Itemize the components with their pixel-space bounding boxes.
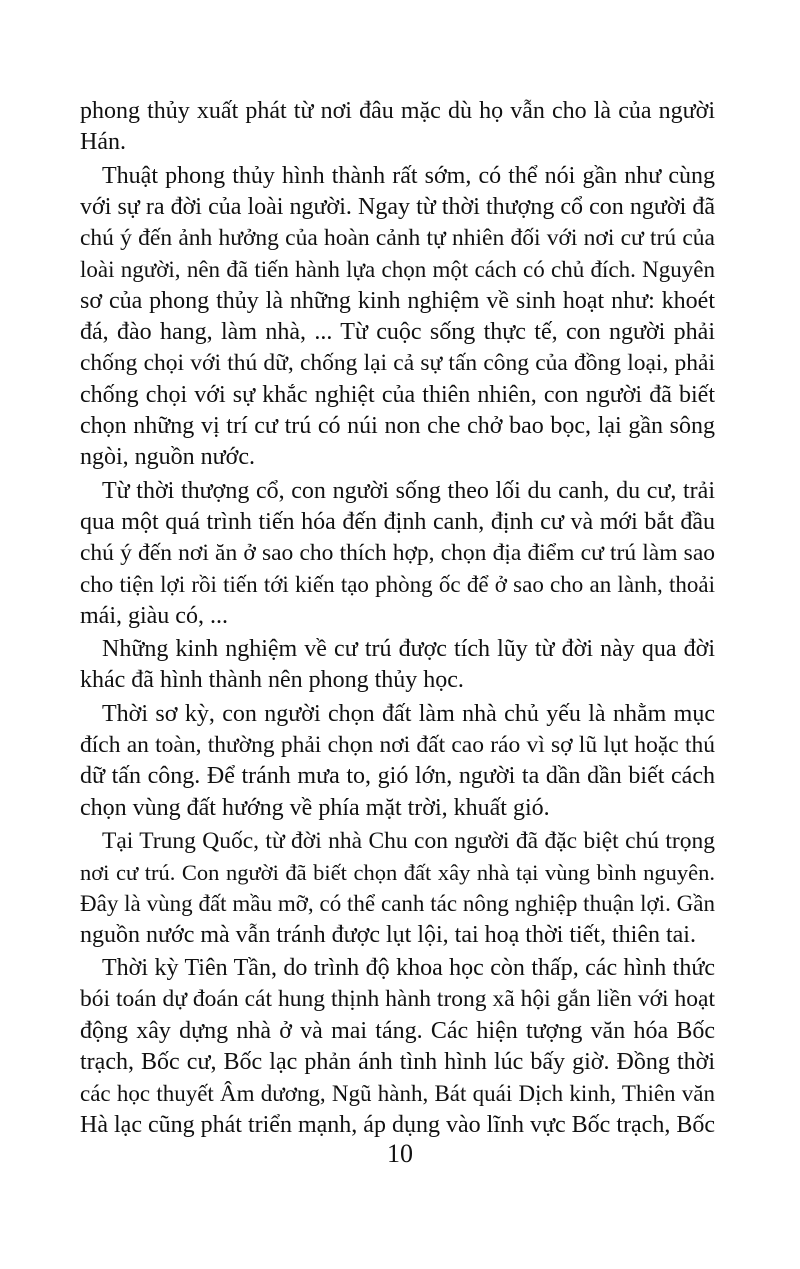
- text-line: các học thuyết Âm dương, Ngũ hành, Bát quái Dịch kinh, Thiên văn: [80, 1081, 715, 1107]
- text-line: chọn vùng đất hướng về phía mặt trời, khuất gió.: [80, 794, 550, 821]
- text-line: mái, giàu có, ...: [80, 602, 228, 629]
- text-line: động xây dựng nhà ở và mai táng. Các hiện tượng văn hóa Bốc: [80, 1017, 715, 1044]
- paragraph: [80, 96, 715, 159]
- text-line: khác đã hình thành nên phong thủy học.: [80, 667, 464, 694]
- text-line: nơi cư trú. Con người đã biết chọn đất xây nhà tại vùng bình nguyên.: [80, 860, 715, 886]
- page-number: 10: [387, 1139, 413, 1168]
- text-line: chống chọi với thú dữ, chống lại cả sự tấn công của đồng loại, phải: [80, 350, 715, 377]
- text-line: sơ của phong thủy là những kinh nghiệm về sinh hoạt như: khoét: [80, 287, 715, 314]
- paragraph: [80, 699, 715, 824]
- text-line: cho tiện lợi rồi tiến tới kiến tạo phòng ốc để ở sao cho an lành, thoải: [80, 572, 715, 598]
- text-line: dữ tấn công. Để tránh mưa to, gió lớn, người ta dần dần biết cách: [80, 763, 715, 790]
- text-line: chọn những vị trí cư trú có núi non che chở bao bọc, lại gần sông: [80, 412, 715, 439]
- text-line: Đây là vùng đất mầu mỡ, có thể canh tác nông nghiệp thuận lợi. Gần: [80, 891, 715, 917]
- paragraph: [80, 161, 715, 474]
- text-line: Thời kỳ Tiên Tần, do trình độ khoa học còn thấp, các hình thức: [102, 955, 715, 982]
- text-line: chống chọi với sự khắc nghiệt của thiên nhiên, con người đã biết: [80, 381, 715, 408]
- text-line: Hán.: [80, 129, 126, 156]
- text-line: phong thủy xuất phát từ nơi đâu mặc dù họ vẫn cho là của người: [80, 98, 715, 124]
- text-line: chú ý đến nơi ăn ở sao cho thích hợp, chọn địa điểm cư trú làm sao: [80, 540, 715, 567]
- paragraph: [80, 826, 715, 951]
- paragraph: [80, 476, 715, 632]
- text-line: đích an toàn, thường phải chọn nơi đất cao ráo vì sợ lũ lụt hoặc thú: [80, 731, 715, 758]
- text-line: loài người, nên đã tiến hành lựa chọn một cách có chủ đích. Nguyên: [80, 257, 715, 283]
- text-line: đá, đào hang, làm nhà, ... Từ cuộc sống thực tế, con người phải: [80, 319, 715, 346]
- paragraph: [80, 634, 715, 697]
- text-line: Những kinh nghiệm về cư trú được tích lũy từ đời này qua đời: [102, 636, 715, 663]
- text-line: Thời sơ kỳ, con người chọn đất làm nhà chủ yếu là nhằm mục: [102, 700, 715, 727]
- text-line: Từ thời thượng cổ, con người sống theo lối du canh, du cư, trải: [102, 477, 715, 504]
- text-line: Hà lạc cũng phát triển mạnh, áp dụng vào lĩnh vực Bốc trạch, Bốc: [80, 1111, 715, 1138]
- text-line: Tại Trung Quốc, từ đời nhà Chu con người đã đặc biệt chú trọng: [102, 827, 715, 854]
- text-line: chú ý đến ảnh hưởng của hoàn cảnh tự nhiên đối với nơi cư trú của: [80, 225, 715, 252]
- text-line: qua một quá trình tiến hóa đến định canh, định cư và mới bắt đầu: [80, 508, 715, 535]
- text-line: bói toán dự đoán cát hung thịnh hành trong xã hội gắn liền với hoạt: [80, 986, 715, 1013]
- text-line: với sự ra đời của loài người. Ngay từ thời thượng cổ con người đã: [80, 193, 715, 220]
- text-line: Thuật phong thủy hình thành rất sớm, có thể nói gần như cùng: [102, 162, 715, 189]
- text-line: nguồn nước mà vẫn tránh được lụt lội, tai hoạ thời tiết, thiên tai.: [80, 921, 696, 948]
- page-body: [80, 96, 715, 1143]
- text-line: trạch, Bốc cư, Bốc lạc phản ánh tình hình lúc bấy giờ. Đồng thời: [80, 1048, 715, 1075]
- paragraph: [80, 953, 715, 1141]
- text-line: ngòi, nguồn nước.: [80, 444, 256, 471]
